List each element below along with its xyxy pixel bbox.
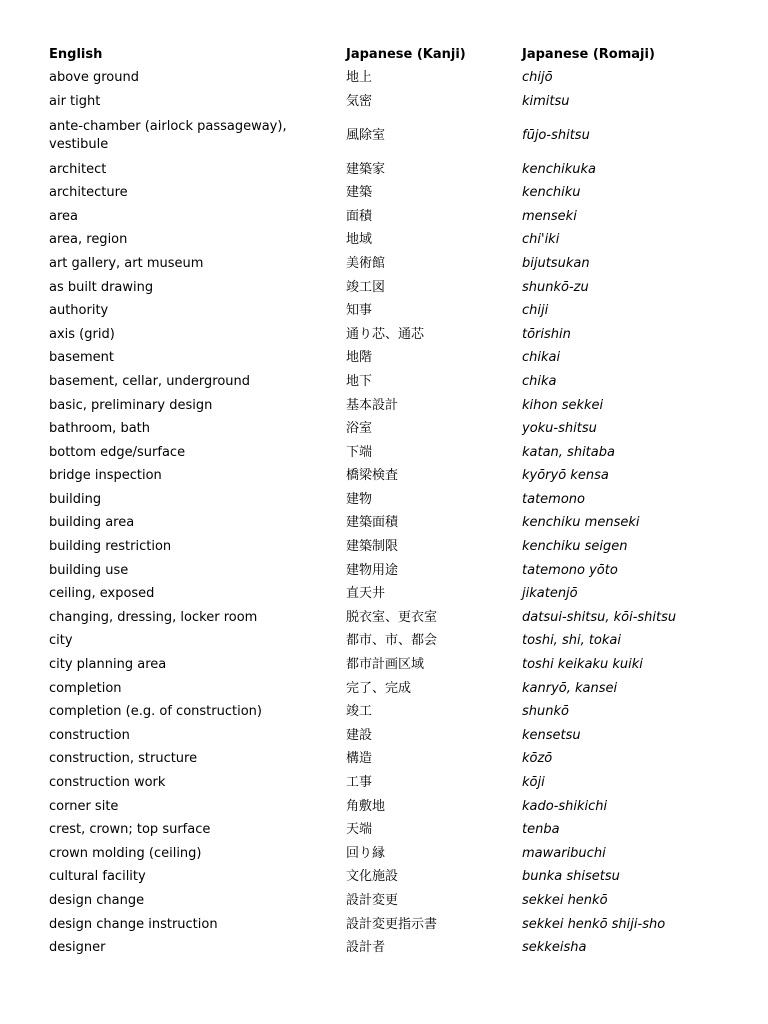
term-kanji: 設計変更指示書	[346, 916, 438, 932]
term-kanji: 面積	[346, 208, 373, 224]
term-romaji: chikai	[522, 350, 561, 366]
term-romaji: katan, shitaba	[522, 444, 615, 460]
term-kanji: 橋梁検査	[346, 468, 399, 484]
table-row	[0, 370, 768, 394]
term-kanji: 竣工図	[346, 279, 386, 295]
table-row	[0, 724, 768, 748]
term-kanji: 浴室	[346, 421, 373, 437]
term-kanji: 基本設計	[346, 397, 399, 413]
term-english: architecture	[49, 185, 128, 201]
term-romaji: yoku-shitsu	[522, 421, 597, 437]
table-row	[0, 488, 768, 512]
table-row	[0, 889, 768, 913]
table-row	[0, 276, 768, 300]
term-romaji: kenchikuka	[522, 161, 597, 177]
table-row	[0, 229, 768, 253]
term-kanji: 地下	[346, 373, 373, 389]
term-romaji: shunkō	[522, 704, 569, 720]
term-kanji: 回り縁	[346, 845, 386, 861]
table-row	[0, 653, 768, 677]
term-english: corner site	[49, 798, 119, 814]
term-romaji: toshi keikaku kuiki	[522, 657, 643, 673]
table-row	[0, 114, 768, 158]
term-romaji: sekkeisha	[522, 940, 587, 956]
term-romaji: tatemono yōto	[522, 562, 618, 578]
table-row	[0, 417, 768, 441]
term-kanji: 知事	[346, 303, 373, 319]
term-english: city	[49, 633, 73, 649]
table-row	[0, 771, 768, 795]
term-kanji: 建物	[346, 491, 373, 507]
term-english: ante-chamber (airlock passageway), vestibule	[49, 118, 287, 152]
term-romaji: chiji	[522, 303, 549, 319]
term-kanji: 地上	[346, 70, 373, 86]
term-english: above ground	[49, 70, 139, 86]
term-english: architect	[49, 161, 107, 177]
table-body	[0, 67, 768, 960]
term-kanji: 設計変更	[346, 892, 399, 908]
term-kanji: 下端	[346, 444, 373, 460]
term-english: ceiling, exposed	[49, 586, 155, 602]
header-romaji: Japanese (Romaji)	[522, 46, 655, 62]
term-kanji: 建築面積	[346, 515, 399, 531]
term-romaji: datsui-shitsu, kōi-shitsu	[522, 609, 677, 625]
table-row	[0, 158, 768, 182]
term-romaji: kenchiku	[522, 185, 581, 201]
term-romaji: bijutsukan	[522, 255, 590, 271]
table-row	[0, 936, 768, 960]
table-row	[0, 582, 768, 606]
table-row	[0, 535, 768, 559]
term-kanji: 地階	[346, 350, 373, 366]
term-kanji: 建築制限	[346, 539, 399, 555]
table-row	[0, 913, 768, 937]
term-kanji: 風除室	[346, 127, 386, 143]
header-row	[0, 43, 768, 67]
term-english: axis (grid)	[49, 326, 115, 342]
term-kanji: 建築家	[346, 161, 386, 177]
term-kanji: 都市計画区域	[346, 657, 425, 673]
table-header	[0, 43, 768, 67]
table-row	[0, 795, 768, 819]
term-english: as built drawing	[49, 279, 154, 295]
term-romaji: kenchiku menseki	[522, 515, 640, 531]
term-romaji: kimitsu	[522, 93, 570, 109]
glossary-table	[0, 43, 768, 960]
term-kanji: 角敷地	[346, 798, 386, 814]
table-row	[0, 394, 768, 418]
term-romaji: mawaribuchi	[522, 845, 606, 861]
term-romaji: kenchiku seigen	[522, 539, 628, 555]
term-english: crown molding (ceiling)	[49, 845, 202, 861]
term-english: building area	[49, 515, 135, 531]
term-romaji: toshi, shi, tokai	[522, 633, 621, 649]
term-english: building use	[49, 562, 129, 578]
table-row	[0, 677, 768, 701]
term-romaji: menseki	[522, 208, 577, 224]
table-row	[0, 818, 768, 842]
term-english: building restriction	[49, 539, 172, 555]
term-kanji: 天端	[346, 822, 373, 838]
table-row	[0, 323, 768, 347]
term-kanji: 都市、市、都会	[346, 633, 438, 649]
term-romaji: chika	[522, 373, 557, 389]
term-english: construction, structure	[49, 751, 198, 767]
term-romaji: kado-shikichi	[522, 798, 608, 814]
term-kanji: 通り芯、通芯	[346, 326, 425, 342]
table-row	[0, 67, 768, 91]
term-romaji: sekkei henkō	[522, 892, 608, 908]
table-row	[0, 441, 768, 465]
term-kanji: 直天井	[346, 586, 386, 602]
term-english: city planning area	[49, 657, 167, 673]
term-kanji: 建設	[346, 727, 373, 743]
term-romaji: tenba	[522, 822, 560, 838]
term-english: bridge inspection	[49, 468, 162, 484]
table-row	[0, 299, 768, 323]
table-row	[0, 559, 768, 583]
term-romaji: tatemono	[522, 491, 585, 507]
term-kanji: 地域	[346, 232, 373, 248]
table-row	[0, 205, 768, 229]
table-row	[0, 700, 768, 724]
header-kanji: Japanese (Kanji)	[346, 46, 466, 62]
term-kanji: 気密	[346, 93, 373, 109]
term-romaji: kihon sekkei	[522, 397, 604, 413]
table-row	[0, 465, 768, 489]
glossary-document	[0, 43, 768, 960]
term-romaji: tōrishin	[522, 326, 571, 342]
term-romaji: bunka shisetsu	[522, 869, 620, 885]
table-row	[0, 842, 768, 866]
term-english: construction work	[49, 775, 166, 791]
term-english: changing, dressing, locker room	[49, 609, 258, 625]
term-english: area, region	[49, 232, 128, 248]
term-english: cultural facility	[49, 869, 146, 885]
term-english: design change	[49, 892, 145, 908]
table-row	[0, 512, 768, 536]
term-english: basic, preliminary design	[49, 397, 213, 413]
term-english: authority	[49, 303, 109, 319]
term-english: design change instruction	[49, 916, 218, 932]
term-kanji: 文化施設	[346, 869, 399, 885]
term-english: designer	[49, 940, 106, 956]
term-kanji: 竣工	[346, 704, 373, 720]
term-english: completion (e.g. of construction)	[49, 704, 262, 720]
term-english: construction	[49, 727, 130, 743]
term-romaji: chi'iki	[522, 232, 560, 248]
table-row	[0, 181, 768, 205]
term-romaji: kyōryō kensa	[522, 468, 609, 484]
table-row	[0, 866, 768, 890]
term-english: basement, cellar, underground	[49, 373, 251, 389]
term-english: area	[49, 208, 78, 224]
table-row	[0, 748, 768, 772]
term-romaji: chijō	[522, 70, 553, 86]
term-kanji: 工事	[346, 775, 373, 791]
table-row	[0, 606, 768, 630]
table-row	[0, 90, 768, 114]
term-kanji: 設計者	[346, 940, 386, 956]
term-romaji: kanryō, kansei	[522, 680, 618, 696]
term-english: art gallery, art museum	[49, 255, 204, 271]
term-english: bottom edge/surface	[49, 444, 186, 460]
term-romaji: kōji	[522, 775, 545, 791]
term-english: crest, crown; top surface	[49, 822, 211, 838]
term-kanji: 建築	[346, 185, 373, 201]
term-romaji: jikatenjō	[522, 586, 578, 602]
table-row	[0, 630, 768, 654]
term-romaji: fūjo-shitsu	[522, 127, 590, 143]
term-english: bathroom, bath	[49, 421, 151, 437]
term-english: building	[49, 491, 102, 507]
table-row	[0, 252, 768, 276]
term-romaji: kōzō	[522, 751, 553, 767]
term-romaji: shunkō-zu	[522, 279, 589, 295]
term-kanji: 美術館	[346, 255, 386, 271]
term-english: completion	[49, 680, 122, 696]
term-english: air tight	[49, 93, 101, 109]
term-kanji: 完了、完成	[346, 680, 412, 696]
header-english: English	[49, 46, 103, 62]
term-kanji: 脱衣室、更衣室	[346, 609, 438, 625]
term-romaji: sekkei henkō shiji-sho	[522, 916, 666, 932]
term-kanji: 建物用途	[346, 562, 399, 578]
term-kanji: 構造	[346, 751, 373, 767]
term-english: basement	[49, 350, 114, 366]
table-row	[0, 347, 768, 371]
term-romaji: kensetsu	[522, 727, 581, 743]
